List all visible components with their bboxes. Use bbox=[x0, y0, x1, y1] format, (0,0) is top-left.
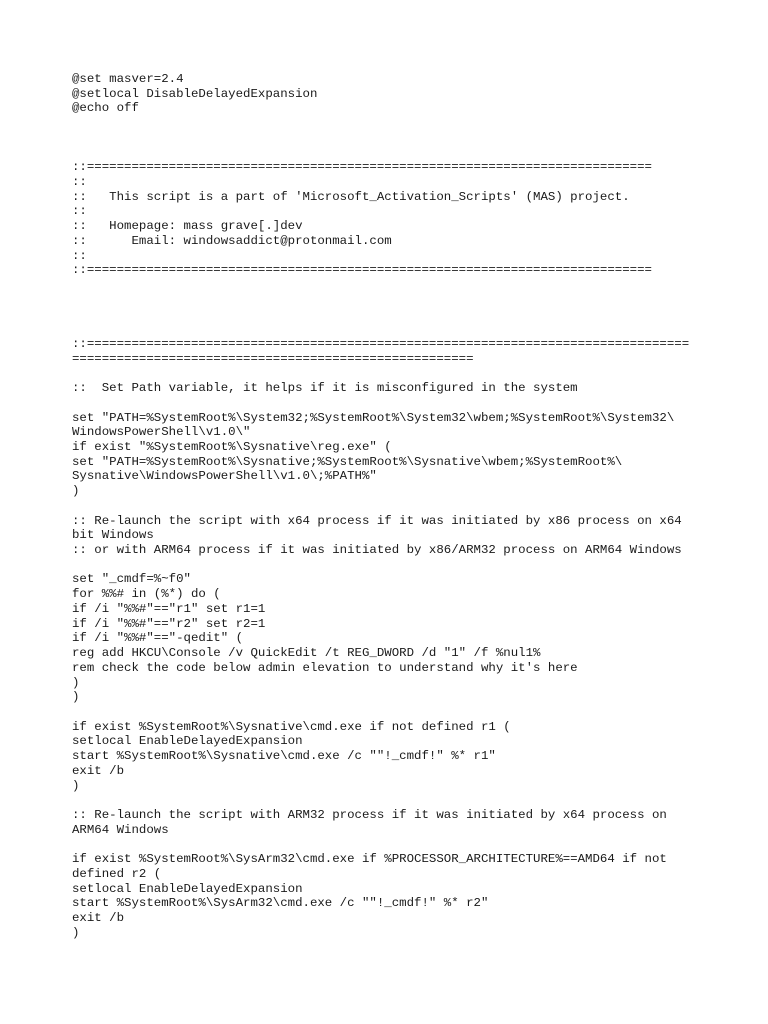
code-line: :: Re-launch the script with ARM32 process if it was initiated by x64 process on bbox=[72, 808, 667, 822]
code-line: start %SystemRoot%\Sysnative\cmd.exe /c ""!_cmdf!" %* r1" bbox=[72, 749, 496, 764]
code-line: bit Windows bbox=[72, 528, 154, 543]
code-line: ) bbox=[72, 484, 80, 499]
code-line: if exist %SystemRoot%\Sysnative\cmd.exe if not defined r1 ( bbox=[72, 719, 511, 734]
code-line: if /i "%%#"=="-qedit" ( bbox=[72, 631, 244, 646]
code-line: ) bbox=[72, 690, 80, 705]
code-line: @setlocal DisableDelayedExpansion bbox=[72, 86, 318, 101]
code-line: :: bbox=[72, 248, 87, 263]
code-line: :: Re-launch the script with x64 process if it was initiated by x86 process on x64 bbox=[72, 513, 682, 528]
code-line: ::================================================================================= bbox=[72, 336, 690, 351]
code-line: :: bbox=[72, 204, 87, 219]
code-line: :: bbox=[72, 175, 87, 190]
code-line: defined r2 ( bbox=[72, 866, 162, 881]
code-line: WindowsPowerShell\v1.0\" bbox=[72, 425, 251, 440]
code-line: setlocal EnableDelayedExpansion bbox=[72, 734, 303, 749]
code-line: set "PATH=%SystemRoot%\Sysnative;%SystemRoot%\Sysnative\wbem;%SystemRoot%\ bbox=[72, 454, 623, 469]
code-line: if /i "%%#"=="r2" set r2=1 bbox=[72, 616, 266, 631]
code-line: :: Email: windowsaddict@protonmail.com bbox=[72, 233, 392, 248]
code-line: :: or with ARM64 process if it was initiated by x86/ARM32 process on ARM64 Windows bbox=[72, 543, 682, 558]
code-line: exit /b bbox=[72, 911, 125, 926]
code-line: Sysnative\WindowsPowerShell\v1.0\;%PATH%" bbox=[72, 469, 377, 484]
code-line: exit /b bbox=[72, 763, 125, 778]
code-line: set "_cmdf=%~f0" bbox=[72, 572, 191, 587]
code-line: ::============================================================================ bbox=[72, 263, 652, 278]
code-line: ::============================================================================ bbox=[72, 160, 652, 175]
code-line: ) bbox=[72, 925, 80, 940]
code-line: ) bbox=[72, 778, 80, 793]
code-line: ====================================================== bbox=[72, 351, 474, 366]
code-line: :: This script is a part of 'Microsoft_Activation_Scripts' (MAS) project. bbox=[72, 189, 630, 204]
code-line: set "PATH=%SystemRoot%\System32;%SystemRoot%\System32\wbem;%SystemRoot%\System32\ bbox=[72, 410, 675, 425]
code-line: if exist %SystemRoot%\SysArm32\cmd.exe if %PROCESSOR_ARCHITECTURE%==AMD64 if not bbox=[72, 852, 667, 867]
code-line: ARM64 Windows bbox=[72, 822, 169, 837]
code-line: rem check the code below admin elevation to understand why it's here bbox=[72, 660, 578, 675]
code-line: :: Set Path variable, it helps if it is misconfigured in the system bbox=[72, 381, 578, 396]
code-line: if exist "%SystemRoot%\Sysnative\reg.exe" ( bbox=[72, 440, 392, 454]
code-line: ) bbox=[72, 675, 80, 690]
code-line: :: Homepage: mass grave[.]dev bbox=[72, 219, 303, 234]
code-line: start %SystemRoot%\SysArm32\cmd.exe /c ""!_cmdf!" %* r2" bbox=[72, 896, 489, 911]
code-line: for %%# in (%*) do ( bbox=[72, 587, 221, 602]
code-line: @echo off bbox=[72, 101, 139, 116]
code-line: if /i "%%#"=="r1" set r1=1 bbox=[72, 601, 266, 616]
code-line: reg add HKCU\Console /v QuickEdit /t REG_DWORD /d "1" /f %nul1% bbox=[72, 646, 541, 661]
code-line: setlocal EnableDelayedExpansion bbox=[72, 881, 303, 896]
code-line: @set masver=2.4 bbox=[72, 72, 184, 86]
